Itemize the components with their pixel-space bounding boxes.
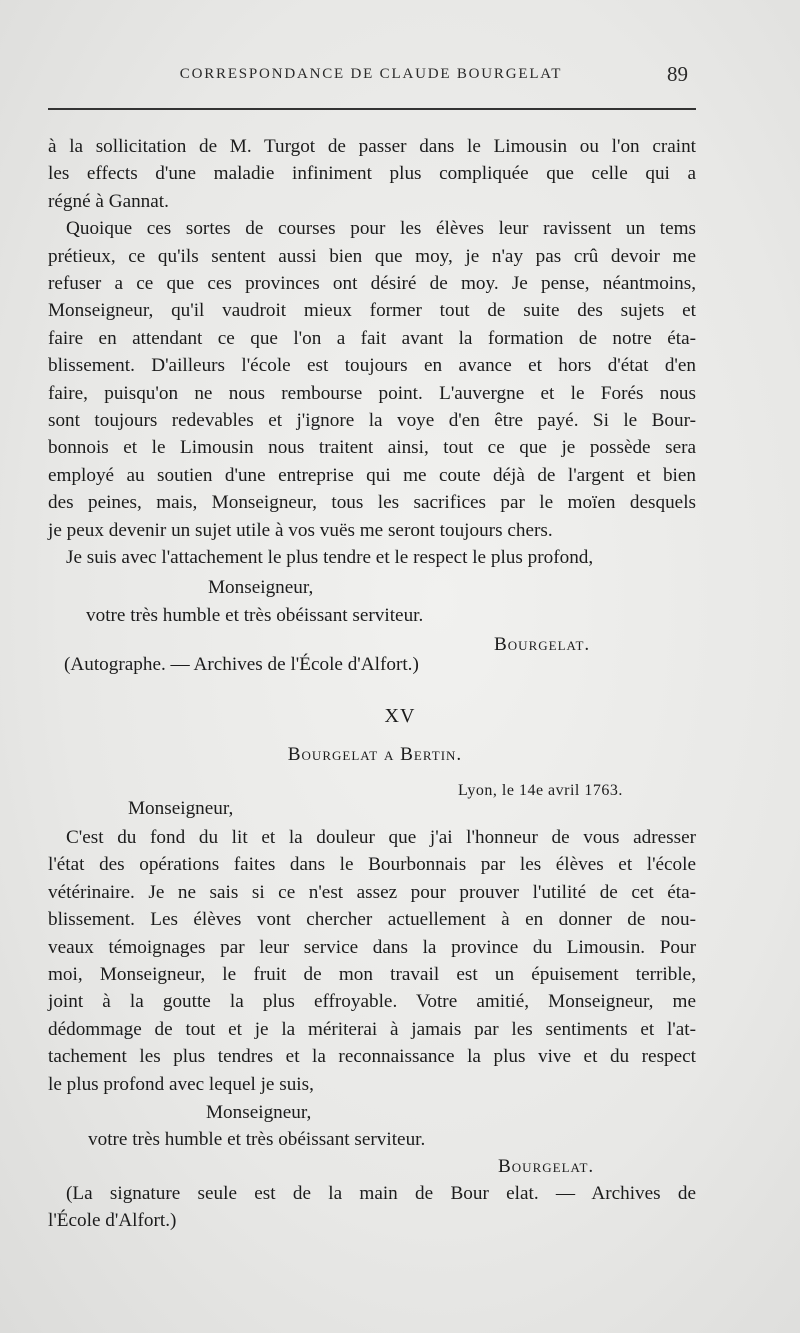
- text-line: refuser a ce que ces provinces ont désiré de moy. Je pense, néantmoins,: [48, 273, 696, 295]
- opening-salutation: Monseigneur,: [128, 798, 234, 819]
- text-line: tachement les plus tendres et la reconnaissance la plus vive et du respect: [48, 1046, 696, 1068]
- salutation: Monseigneur,: [208, 577, 314, 598]
- servant-line: votre très humble et très obéissant serviteur.: [86, 605, 424, 626]
- text-line: des peines, mais, Monseigneur, tous les sacrifices par le moïen desquels: [48, 492, 696, 514]
- text-line: le plus profond avec lequel je suis,: [48, 1073, 314, 1095]
- running-title: CORRESPONDANCE DE CLAUDE BOURGELAT: [179, 66, 563, 82]
- letter-b-body: [48, 824, 696, 1098]
- letter-number: XV: [384, 705, 416, 727]
- text-line: moi, Monseigneur, le fruit de mon travail est un épuisement terrible,: [48, 964, 696, 986]
- archive-source-b: [48, 1180, 696, 1235]
- letter-heading: Bourgelat a Bertin.: [287, 744, 463, 765]
- text-line: Quoique ces sortes de courses pour les élèves leur ravissent un tems: [66, 218, 696, 240]
- text-line: blissement. Les élèves vont chercher actuellement à en donner de nou-: [48, 909, 696, 931]
- closing-line: Je suis avec l'attachement le plus tendre et le respect le plus profond,: [66, 547, 594, 569]
- text-line: vétérinaire. Je ne sais si ce n'est assez pour prouver l'utilité de cet éta-: [48, 881, 696, 903]
- letter-a-body: [48, 133, 696, 572]
- text-line: joint à la goutte la plus effroyable. Votre amitié, Monseigneur, me: [48, 991, 696, 1013]
- archive-source: (Autographe. — Archives de l'École d'Alfort.): [64, 654, 419, 675]
- signature: Bourgelat.: [494, 634, 591, 655]
- text-line: faire en attendant ce que l'on a fait avant la formation de notre éta-: [48, 327, 696, 349]
- servant-line-b: votre très humble et très obéissant serviteur.: [88, 1129, 426, 1150]
- text-line: les effects d'une maladie infiniment plus compliquée que celle qui a: [48, 163, 696, 185]
- header-rule: [48, 108, 696, 110]
- text-line: dédommage de tout et je la mériterai à jamais par les sentiments et l'at-: [48, 1018, 696, 1040]
- text-line: sont toujours redevables et j'ignore la voye d'en être payé. Si le Bour-: [48, 410, 696, 432]
- text-line: blissement. D'ailleurs l'école est toujours en avance et hors d'état d'en: [48, 355, 696, 377]
- text-line: bonnois et le Limousin nous traitent ainsi, tout ce que je possède sera: [48, 437, 696, 459]
- text-line: C'est du fond du lit et la douleur que j'ai l'honneur de vous adresser: [66, 827, 696, 848]
- text-line: (La signature seule est de la main de Bour elat. — Archives de: [66, 1183, 696, 1204]
- text-line: à la sollicitation de M. Turgot de passer dans le Limousin ou l'on craint: [48, 136, 696, 157]
- text-line: régné à Gannat.: [48, 190, 169, 212]
- text-line: prétieux, ce qu'ils sentent aussi bien que moy, je n'ay pas crû devoir me: [48, 245, 696, 267]
- text-line: veaux témoignages par leur service dans la province du Limousin. Pour: [48, 936, 696, 958]
- salutation-b: Monseigneur,: [206, 1102, 312, 1123]
- dateline: Lyon, le 14e avril 1763.: [458, 782, 623, 799]
- text-line: faire, puisqu'on ne nous rembourse point. L'auvergne et le Forés nous: [48, 382, 696, 404]
- text-line: Monseigneur, qu'il vaudroit mieux former tout de suite des sujets et: [48, 300, 696, 322]
- text-line: je peux devenir un sujet utile à vos vuës me seront toujours chers.: [48, 519, 553, 541]
- text-line: l'état des opérations faites dans le Bourbonnais par les élèves et l'école: [48, 854, 696, 876]
- text-line: l'École d'Alfort.): [48, 1210, 177, 1232]
- page-number: 89: [667, 62, 688, 86]
- signature-b: Bourgelat.: [498, 1156, 595, 1177]
- text-line: employé au soutien d'une entreprise qui me coute déjà de l'argent et bien: [48, 464, 696, 486]
